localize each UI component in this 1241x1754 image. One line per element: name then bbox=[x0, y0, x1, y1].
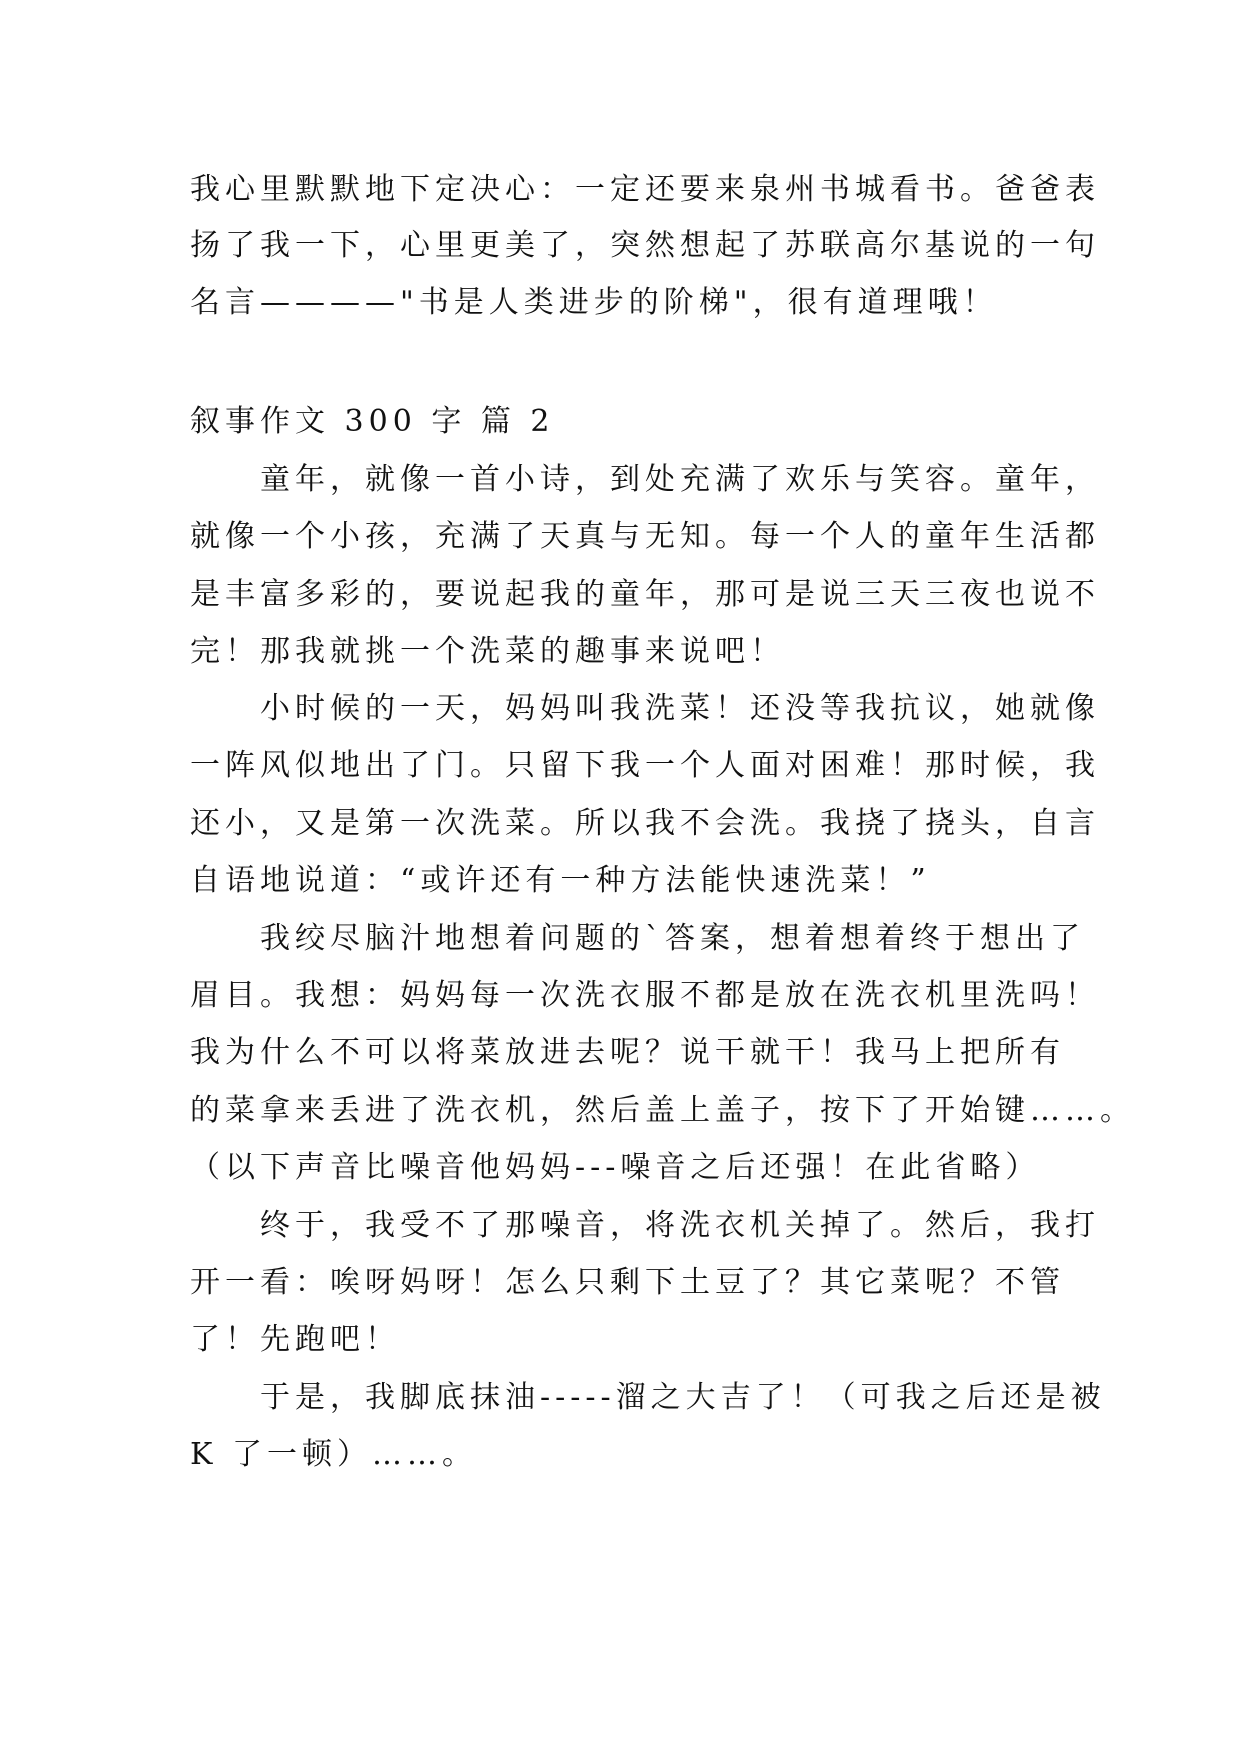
text-line: （以下声音比噪音他妈妈---噪音之后还强！在此省略） bbox=[190, 1150, 1041, 1185]
text-line: 名言————"书是人类进步的阶梯"，很有道理哦！ bbox=[190, 285, 998, 320]
text-line: 了！先跑吧！ bbox=[190, 1322, 400, 1357]
text-line: 的菜拿来丢进了洗衣机，然后盖上盖子，按下了开始键……。 bbox=[190, 1093, 1135, 1128]
text-line: 开一看：唉呀妈呀！怎么只剩下土豆了？其它菜呢？不管 bbox=[190, 1265, 1065, 1300]
text-line: 一阵风似地出了门。只留下我一个人面对困难！那时候，我 bbox=[190, 748, 1100, 783]
text-line: 是丰富多彩的，要说起我的童年，那可是说三天三夜也说不 bbox=[190, 577, 1100, 612]
text-line: 我心里默默地下定决心：一定还要来泉州书城看书。爸爸表 bbox=[190, 172, 1100, 207]
text-line: 眉目。我想：妈妈每一次洗衣服不都是放在洗衣机里洗吗！ bbox=[190, 978, 1100, 1013]
text-line: 完！那我就挑一个洗菜的趣事来说吧！ bbox=[190, 634, 785, 669]
section-heading: 叙事作文 300 字 篇 2 bbox=[190, 404, 555, 439]
text-line: 于是，我脚底抹油-----溜之大吉了！（可我之后还是被 bbox=[190, 1380, 1106, 1415]
text-line: 小时候的一天，妈妈叫我洗菜！还没等我抗议，她就像 bbox=[190, 691, 1100, 726]
text-line: 就像一个小孩，充满了天真与无知。每一个人的童年生活都 bbox=[190, 519, 1100, 554]
text-line: K 了一顿）……。 bbox=[190, 1437, 477, 1472]
text-line: 我绞尽脑汁地想着问题的`答案，想着想着终于想出了 bbox=[190, 921, 1085, 956]
text-line: 扬了我一下，心里更美了，突然想起了苏联高尔基说的一句 bbox=[190, 228, 1100, 263]
text-line: 自语地说道：“或许还有一种方法能快速洗菜！” bbox=[190, 863, 931, 898]
text-line: 童年，就像一首小诗，到处充满了欢乐与笑容。童年， bbox=[190, 462, 1100, 497]
text-line: 我为什么不可以将菜放进去呢？说干就干！我马上把所有 bbox=[190, 1035, 1065, 1070]
text-line: 还小，又是第一次洗菜。所以我不会洗。我挠了挠头，自言 bbox=[190, 806, 1100, 841]
text-line: 终于，我受不了那噪音，将洗衣机关掉了。然后，我打 bbox=[190, 1208, 1100, 1243]
